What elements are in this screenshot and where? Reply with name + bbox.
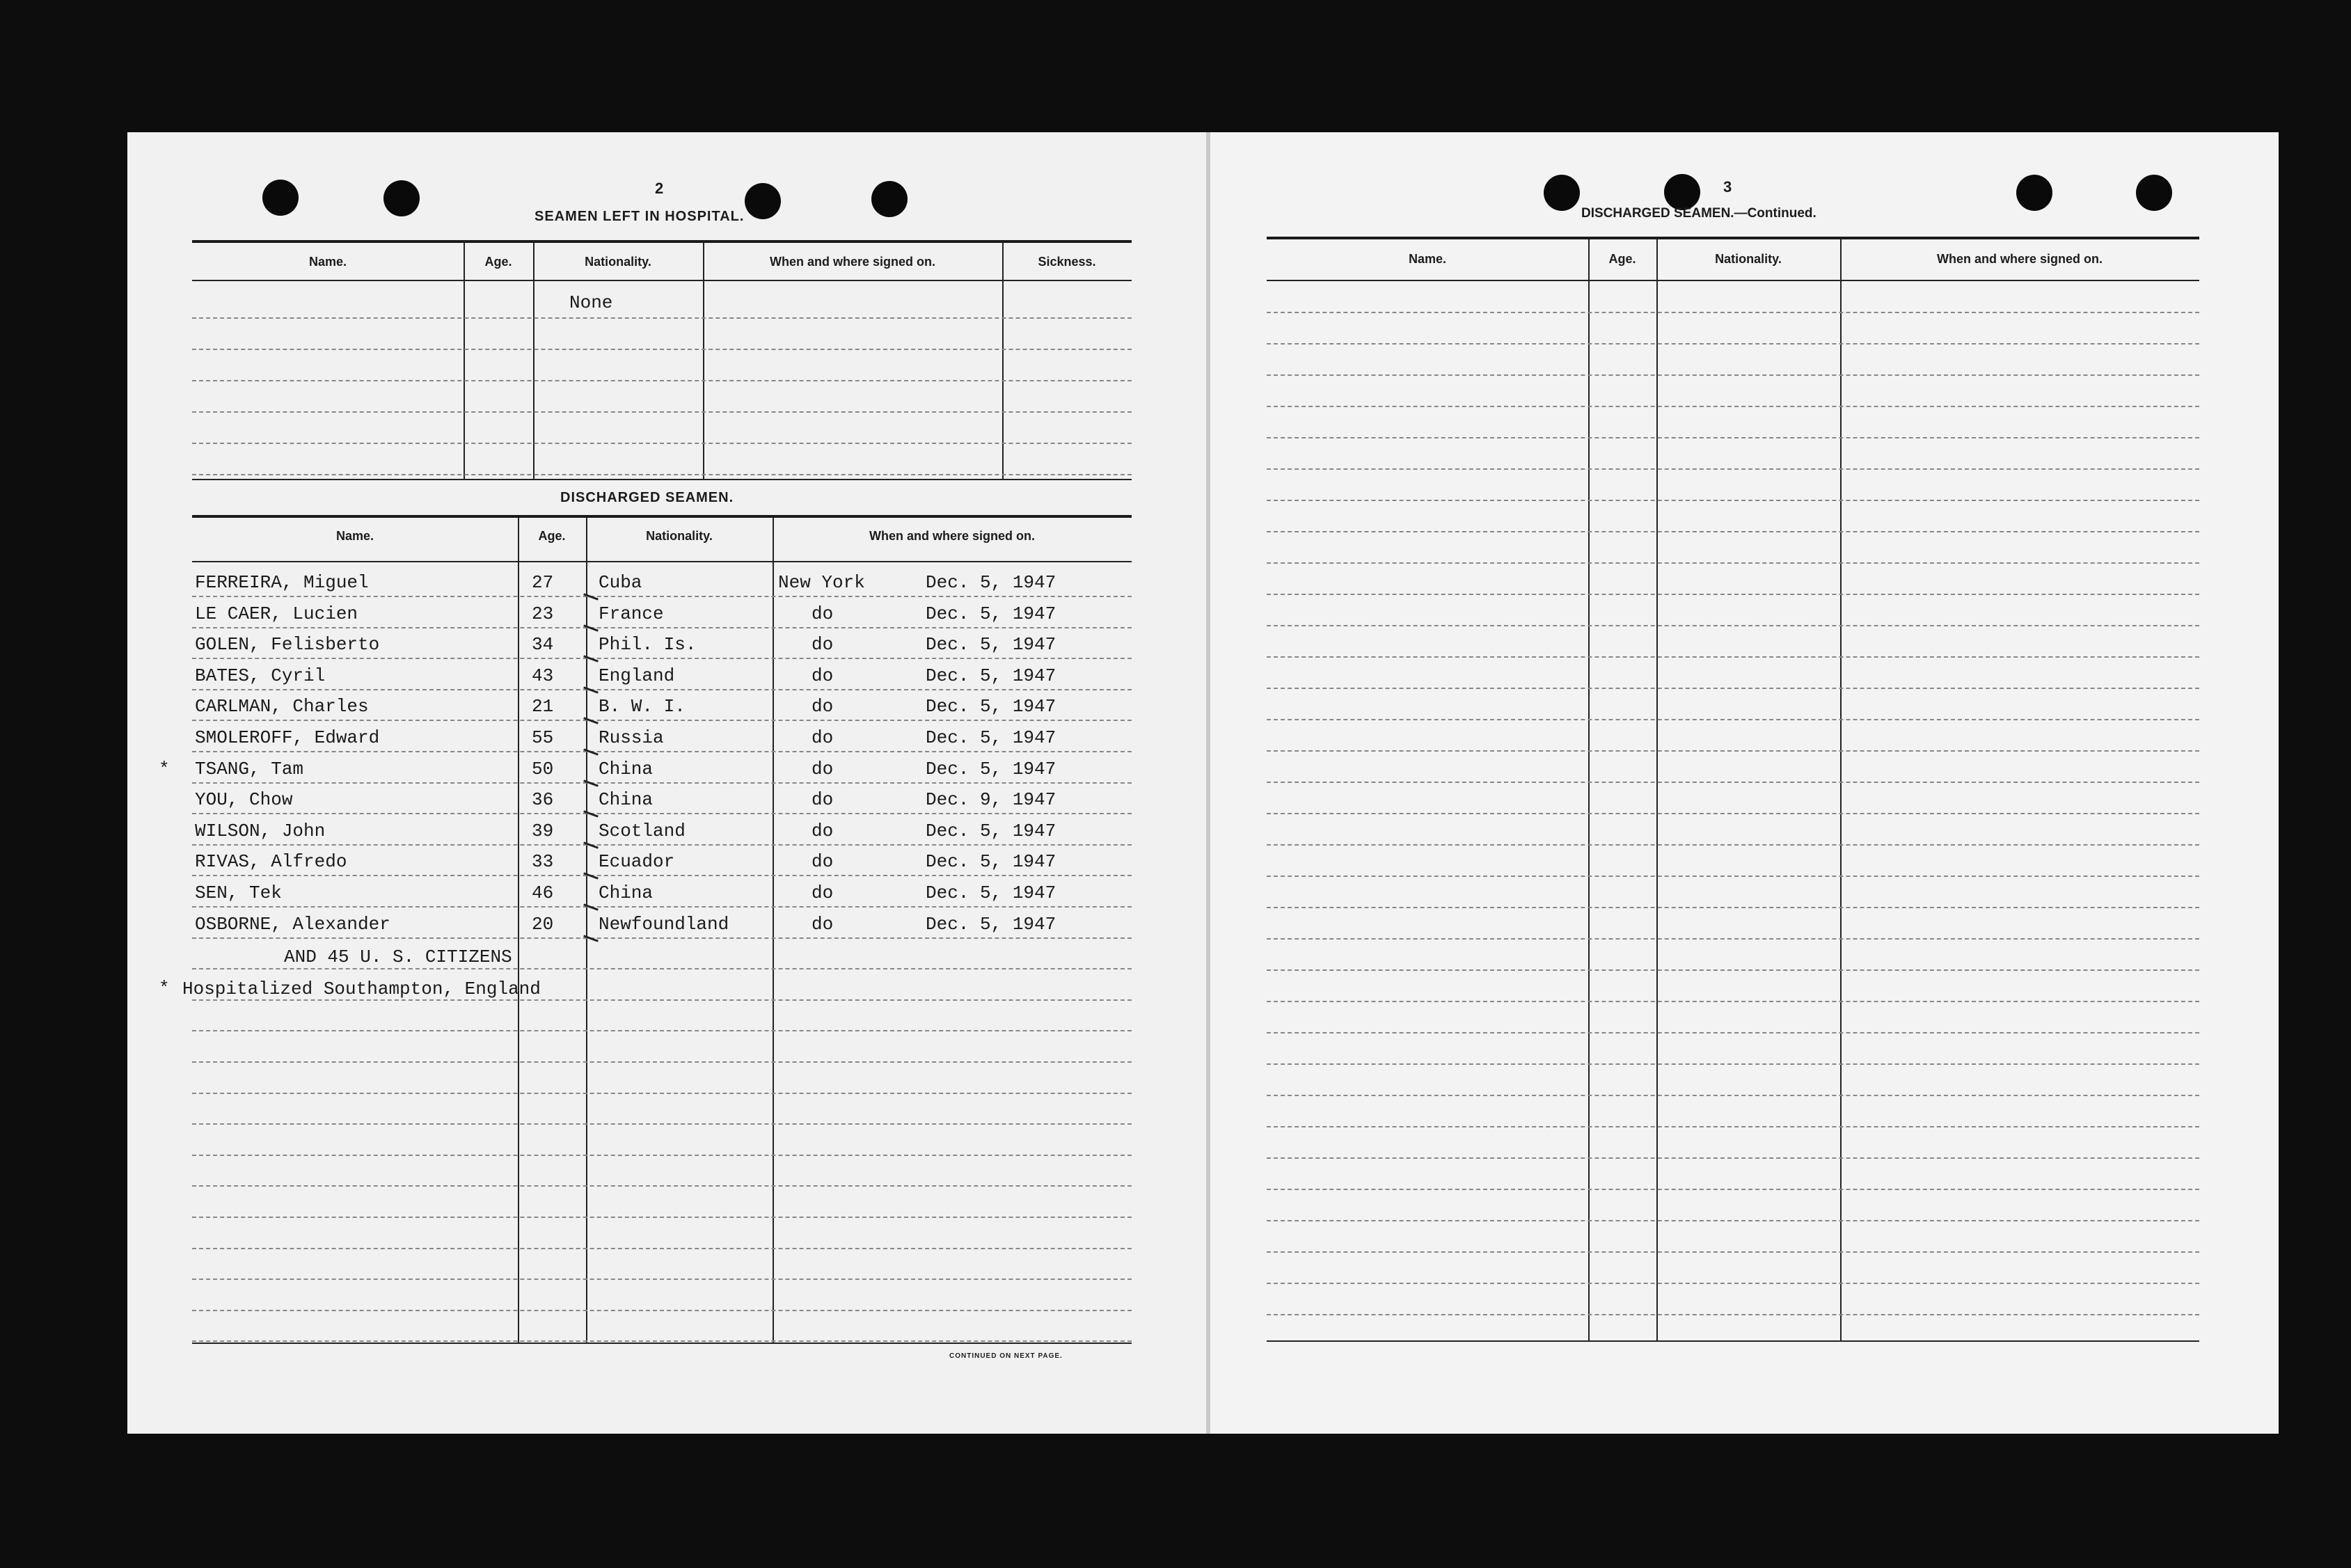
ruled-line — [1267, 1032, 2199, 1034]
signed-date: Dec. 5, 1947 — [926, 727, 1056, 748]
hospital-table-top — [192, 240, 1132, 243]
ruled-line — [192, 1093, 1132, 1094]
ruled-line — [1267, 969, 2199, 971]
ruled-line — [192, 968, 1132, 969]
ruled-line — [1267, 688, 2199, 689]
punch-hole — [262, 180, 299, 216]
signed-date: Dec. 5, 1947 — [926, 851, 1056, 873]
discharged-col-divider — [773, 518, 774, 1343]
ruled-line — [1267, 656, 2199, 658]
ruled-line — [192, 411, 1132, 413]
punch-hole — [383, 180, 420, 216]
ruled-line — [192, 782, 1132, 784]
col-name: Name. — [1408, 252, 1447, 266]
seaman-nationality: Ecuador — [599, 851, 675, 873]
ruled-line — [192, 1310, 1132, 1311]
footnote-mark: * — [159, 978, 170, 999]
ruled-line — [1267, 876, 2199, 877]
seaman-age: 50 — [532, 758, 554, 779]
col-nationality: Nationality. — [1715, 252, 1782, 266]
ruled-line — [1267, 625, 2199, 626]
punch-hole — [1664, 174, 1700, 210]
ruled-line — [192, 1061, 1132, 1063]
seaman-name: LE CAER, Lucien — [195, 603, 358, 624]
col-signed: When and where signed on. — [769, 255, 936, 269]
ruled-line — [192, 1030, 1132, 1031]
col-age: Age. — [1608, 252, 1636, 266]
right-col-divider — [1656, 239, 1658, 1340]
punch-hole — [2016, 175, 2052, 211]
signed-date: Dec. 5, 1947 — [926, 882, 1056, 903]
ruled-line — [192, 1155, 1132, 1156]
ruled-line — [1267, 1220, 2199, 1221]
ruled-line — [192, 317, 1132, 319]
seaman-nationality: Cuba — [599, 572, 642, 593]
seaman-age: 27 — [532, 572, 554, 593]
seaman-age: 55 — [532, 727, 554, 748]
ruled-line — [1267, 1157, 2199, 1159]
seaman-nationality: England — [599, 665, 675, 686]
ruled-line — [1267, 531, 2199, 532]
signed-place: do — [812, 789, 834, 811]
ruled-line — [1267, 562, 2199, 564]
ruled-line — [1267, 844, 2199, 846]
seaman-name: RIVAS, Alfredo — [195, 851, 347, 873]
ruled-line — [1267, 500, 2199, 501]
seaman-age: 36 — [532, 789, 554, 811]
ruled-line — [192, 658, 1132, 659]
right-table-bottom — [1267, 1340, 2199, 1342]
signed-place: do — [812, 727, 834, 748]
ruled-line — [1267, 938, 2199, 940]
punch-hole — [1544, 175, 1580, 211]
signed-place: do — [812, 820, 834, 841]
ruled-line — [192, 844, 1132, 846]
ruled-line — [192, 474, 1132, 475]
ruled-line — [192, 875, 1132, 876]
ruled-line — [192, 1278, 1132, 1280]
right-header-rule — [1267, 280, 2199, 281]
signed-place: do — [812, 634, 834, 656]
ruled-line — [1267, 1251, 2199, 1253]
discharged-col-divider — [518, 518, 519, 1343]
signed-place: do — [812, 665, 834, 686]
discharged-table-top — [192, 515, 1132, 518]
signed-place: do — [812, 882, 834, 903]
ruled-line — [1267, 343, 2199, 345]
ruled-line — [1267, 437, 2199, 438]
ruled-line — [1267, 1314, 2199, 1315]
signed-date: Dec. 5, 1947 — [926, 665, 1056, 686]
col-nationality: Nationality. — [646, 529, 713, 543]
seaman-age: 20 — [532, 913, 554, 935]
ruled-line — [192, 380, 1132, 381]
seaman-nationality: China — [599, 789, 654, 811]
seaman-nationality: China — [599, 882, 654, 903]
col-name: Name. — [308, 255, 347, 269]
col-nationality: Nationality. — [585, 255, 651, 269]
ruled-line — [1267, 1283, 2199, 1284]
seaman-age: 34 — [532, 634, 554, 656]
right-col-divider — [1588, 239, 1590, 1340]
ruled-line — [1267, 782, 2199, 783]
discharged-section-title: DISCHARGED SEAMEN. — [560, 490, 734, 505]
ruled-line — [1267, 719, 2199, 720]
ruled-line — [1267, 1189, 2199, 1190]
page-number-right: 3 — [1723, 178, 1732, 196]
ruled-line — [1267, 468, 2199, 470]
seaman-age: 23 — [532, 603, 554, 624]
signed-place: do — [812, 758, 834, 779]
seaman-age: 33 — [532, 851, 554, 873]
ruled-line — [192, 999, 1132, 1001]
continued-note: CONTINUED ON NEXT PAGE. — [949, 1352, 1063, 1360]
signed-date: Dec. 5, 1947 — [926, 634, 1056, 656]
seaman-name: OSBORNE, Alexander — [195, 913, 390, 935]
ruled-line — [192, 1123, 1132, 1125]
seaman-age: 46 — [532, 882, 554, 903]
ruled-line — [1267, 374, 2199, 376]
seaman-name: TSANG, Tam — [195, 758, 304, 779]
signed-date: Dec. 5, 1947 — [926, 913, 1056, 935]
seaman-name: YOU, Chow — [195, 789, 293, 811]
seaman-name: SMOLEROFF, Edward — [195, 727, 380, 748]
seaman-nationality: Phil. Is. — [599, 634, 697, 656]
col-name: Name. — [335, 529, 374, 543]
discharged-header-rule — [192, 561, 1132, 562]
page-number-left: 2 — [655, 180, 664, 197]
col-age: Age. — [484, 255, 512, 269]
seaman-name: GOLEN, Felisberto — [195, 634, 380, 656]
ruled-line — [1267, 312, 2199, 313]
signed-place: do — [812, 851, 834, 873]
ruled-line — [192, 937, 1132, 939]
row-mark: * — [159, 758, 170, 779]
ruled-line — [1267, 907, 2199, 908]
signed-date: Dec. 9, 1947 — [926, 789, 1056, 811]
col-signed: When and where signed on. — [1936, 252, 2103, 266]
punch-hole — [745, 183, 781, 219]
punch-hole — [871, 181, 908, 217]
signed-place: do — [812, 696, 834, 718]
ruled-line — [192, 813, 1132, 814]
ruled-line — [1267, 750, 2199, 752]
signed-place: New York — [778, 572, 865, 593]
seaman-name: CARLMAN, Charles — [195, 696, 369, 718]
col-sickness: Sickness. — [1038, 255, 1096, 269]
col-signed: When and where signed on. — [869, 529, 1036, 543]
ruled-line — [192, 720, 1132, 721]
ruled-line — [192, 906, 1132, 908]
signed-place: do — [812, 913, 834, 935]
ruled-line — [192, 689, 1132, 690]
discharged-table-bottom — [192, 1343, 1132, 1344]
ruled-line — [192, 443, 1132, 444]
ruled-line — [192, 627, 1132, 628]
seaman-name: WILSON, John — [195, 820, 326, 841]
right-table-top — [1267, 237, 2199, 239]
ruled-line — [192, 1185, 1132, 1187]
seaman-nationality: France — [599, 603, 664, 624]
col-age: Age. — [538, 529, 566, 543]
hospital-section-title: SEAMEN LEFT IN HOSPITAL. — [535, 209, 745, 224]
punch-hole — [2136, 175, 2172, 211]
signed-date: Dec. 5, 1947 — [926, 820, 1056, 841]
hospital-entry: None — [569, 292, 613, 313]
ruled-line — [192, 1248, 1132, 1249]
seaman-nationality: Scotland — [599, 820, 686, 841]
hospital-header-rule — [192, 280, 1132, 281]
seaman-name: BATES, Cyril — [195, 665, 326, 686]
signed-date: Dec. 5, 1947 — [926, 603, 1056, 624]
seaman-age: 21 — [532, 696, 554, 718]
ruled-line — [192, 596, 1132, 597]
ruled-line — [1267, 1126, 2199, 1127]
hospital-table-bottom — [192, 479, 1132, 480]
page-fold — [1206, 132, 1210, 1434]
discharged-col-divider — [586, 518, 587, 1343]
seaman-nationality: Newfoundland — [599, 913, 729, 935]
seaman-nationality: China — [599, 758, 654, 779]
ruled-line — [192, 349, 1132, 350]
ruled-line — [192, 751, 1132, 752]
us-citizens-note: AND 45 U. S. CITIZENS — [284, 947, 512, 967]
seaman-age: 43 — [532, 665, 554, 686]
ruled-line — [192, 1217, 1132, 1218]
ruled-line — [1267, 1001, 2199, 1002]
ruled-line — [1267, 1095, 2199, 1096]
right-col-divider — [1840, 239, 1842, 1340]
signed-place: do — [812, 603, 834, 624]
footnote-text: Hospitalized Southampton, England — [182, 979, 541, 999]
ruled-line — [1267, 813, 2199, 814]
seaman-age: 39 — [532, 820, 554, 841]
seaman-name: FERREIRA, Miguel — [195, 572, 369, 593]
seaman-name: SEN, Tek — [195, 882, 282, 903]
seaman-nationality: B. W. I. — [599, 696, 686, 718]
signed-date: Dec. 5, 1947 — [926, 696, 1056, 718]
ruled-line — [1267, 406, 2199, 407]
right-page — [1208, 132, 2279, 1434]
signed-date: Dec. 5, 1947 — [926, 758, 1056, 779]
seaman-nationality: Russia — [599, 727, 664, 748]
signed-date: Dec. 5, 1947 — [926, 572, 1056, 593]
discharged-continued-title: DISCHARGED SEAMEN.—Continued. — [1581, 206, 1816, 221]
ruled-line — [1267, 594, 2199, 595]
ruled-line — [1267, 1063, 2199, 1065]
